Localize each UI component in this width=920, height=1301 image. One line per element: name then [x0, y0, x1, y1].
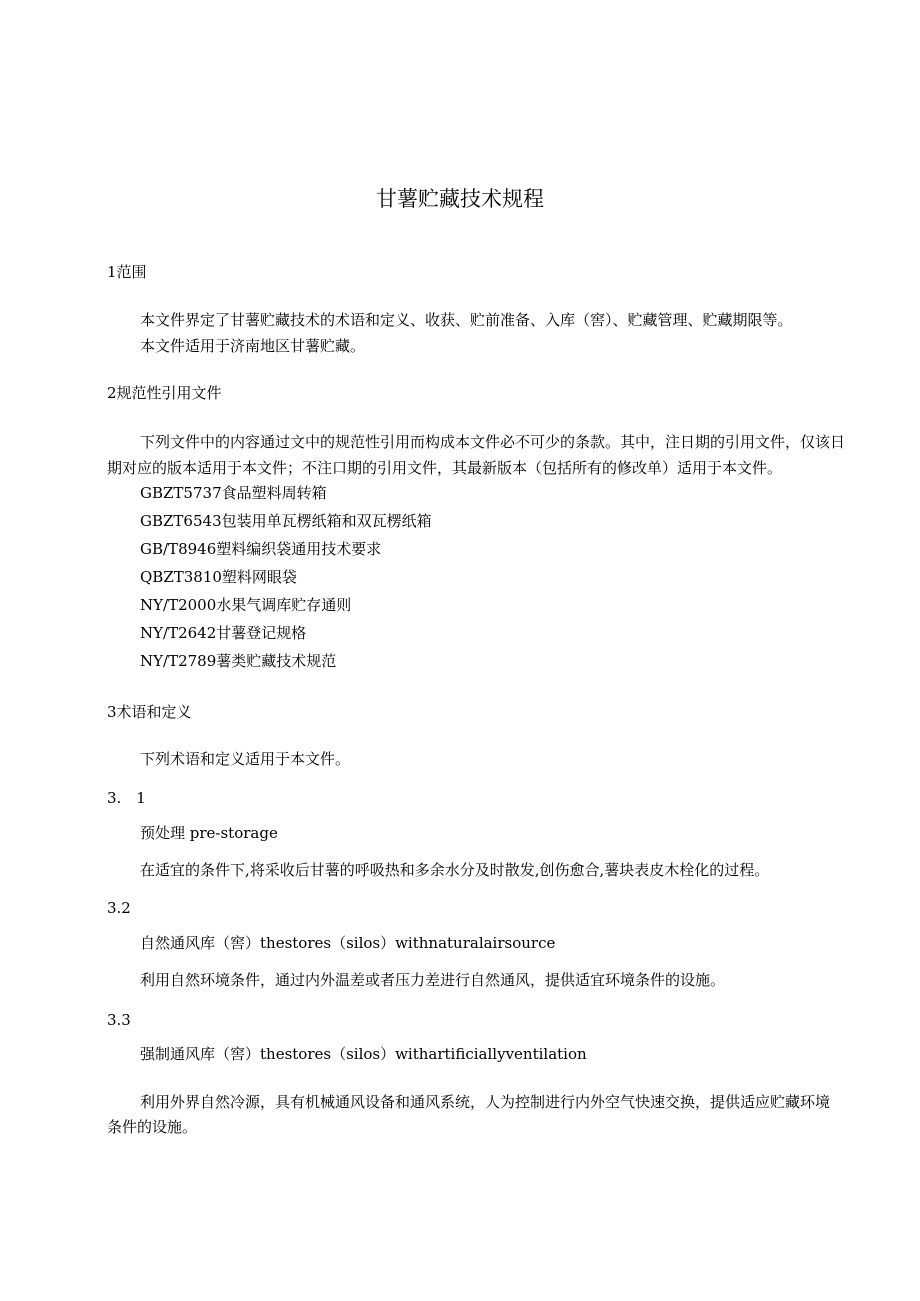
term-name: 预处理 pre-storage	[140, 824, 278, 842]
section-1-paragraph-1: 本文件界定了甘薯贮藏技术的术语和定义、收获、贮前准备、入库（窖）、贮藏管理、贮藏期限等。	[140, 311, 793, 329]
reference-item: GB/T8946塑料编织袋通用技术要求	[140, 540, 382, 558]
term-definition-line-2: 条件的设施。	[107, 1118, 198, 1136]
section-2-intro-line-2: 期对应的版本适用于本文件；不注口期的引用文件，其最新版本（包括所有的修改单）适用于本文件。	[107, 459, 783, 477]
term-number: 3.3	[107, 1011, 131, 1029]
term-number: 3. 1	[107, 789, 146, 807]
term-definition: 利用自然环境条件，通过内外温差或者压力差进行自然通风，提供适宜环境条件的设施。	[140, 971, 726, 989]
section-3-heading: 3术语和定义	[107, 703, 192, 721]
section-1-heading: 1范围	[107, 263, 147, 281]
document-title: 甘薯贮藏技术规程	[376, 187, 544, 211]
section-2-intro-line-1: 下列文件中的内容通过文中的规范性引用而构成本文件必不可少的条款。其中，注日期的引用文件，仅该日	[140, 433, 846, 451]
term-definition: 在适宜的条件下,将采收后甘薯的呼吸热和多余水分及时散发,创伤愈合,薯块表皮木栓化的过程。	[140, 861, 770, 879]
section-3-intro: 下列术语和定义适用于本文件。	[140, 750, 351, 768]
section-1-paragraph-2: 本文件适用于济南地区甘薯贮藏。	[140, 337, 366, 355]
term-name: 自然通风库（窖）thestores（silos）withnaturalairsource	[140, 934, 556, 952]
reference-item: GBZT5737食品塑料周转箱	[140, 484, 327, 502]
section-2-heading: 2规范性引用文件	[107, 384, 222, 402]
reference-item: GBZT6543包装用单瓦楞纸箱和双瓦楞纸箱	[140, 512, 432, 530]
reference-item: NY/T2789薯类贮藏技术规范	[140, 652, 337, 670]
term-number: 3.2	[107, 899, 131, 917]
reference-item: NY/T2642甘薯登记规格	[140, 624, 307, 642]
reference-item: QBZT3810塑料网眼袋	[140, 568, 297, 586]
reference-item: NY/T2000水果气调库贮存通则	[140, 596, 352, 614]
term-name: 强制通风库（窖）thestores（silos）withartificiallyventilation	[140, 1045, 587, 1063]
term-definition-line-1: 利用外界自然冷源，具有机械通风设备和通风系统，人为控制进行内外空气快速交换，提供适应贮藏环境	[140, 1093, 831, 1111]
